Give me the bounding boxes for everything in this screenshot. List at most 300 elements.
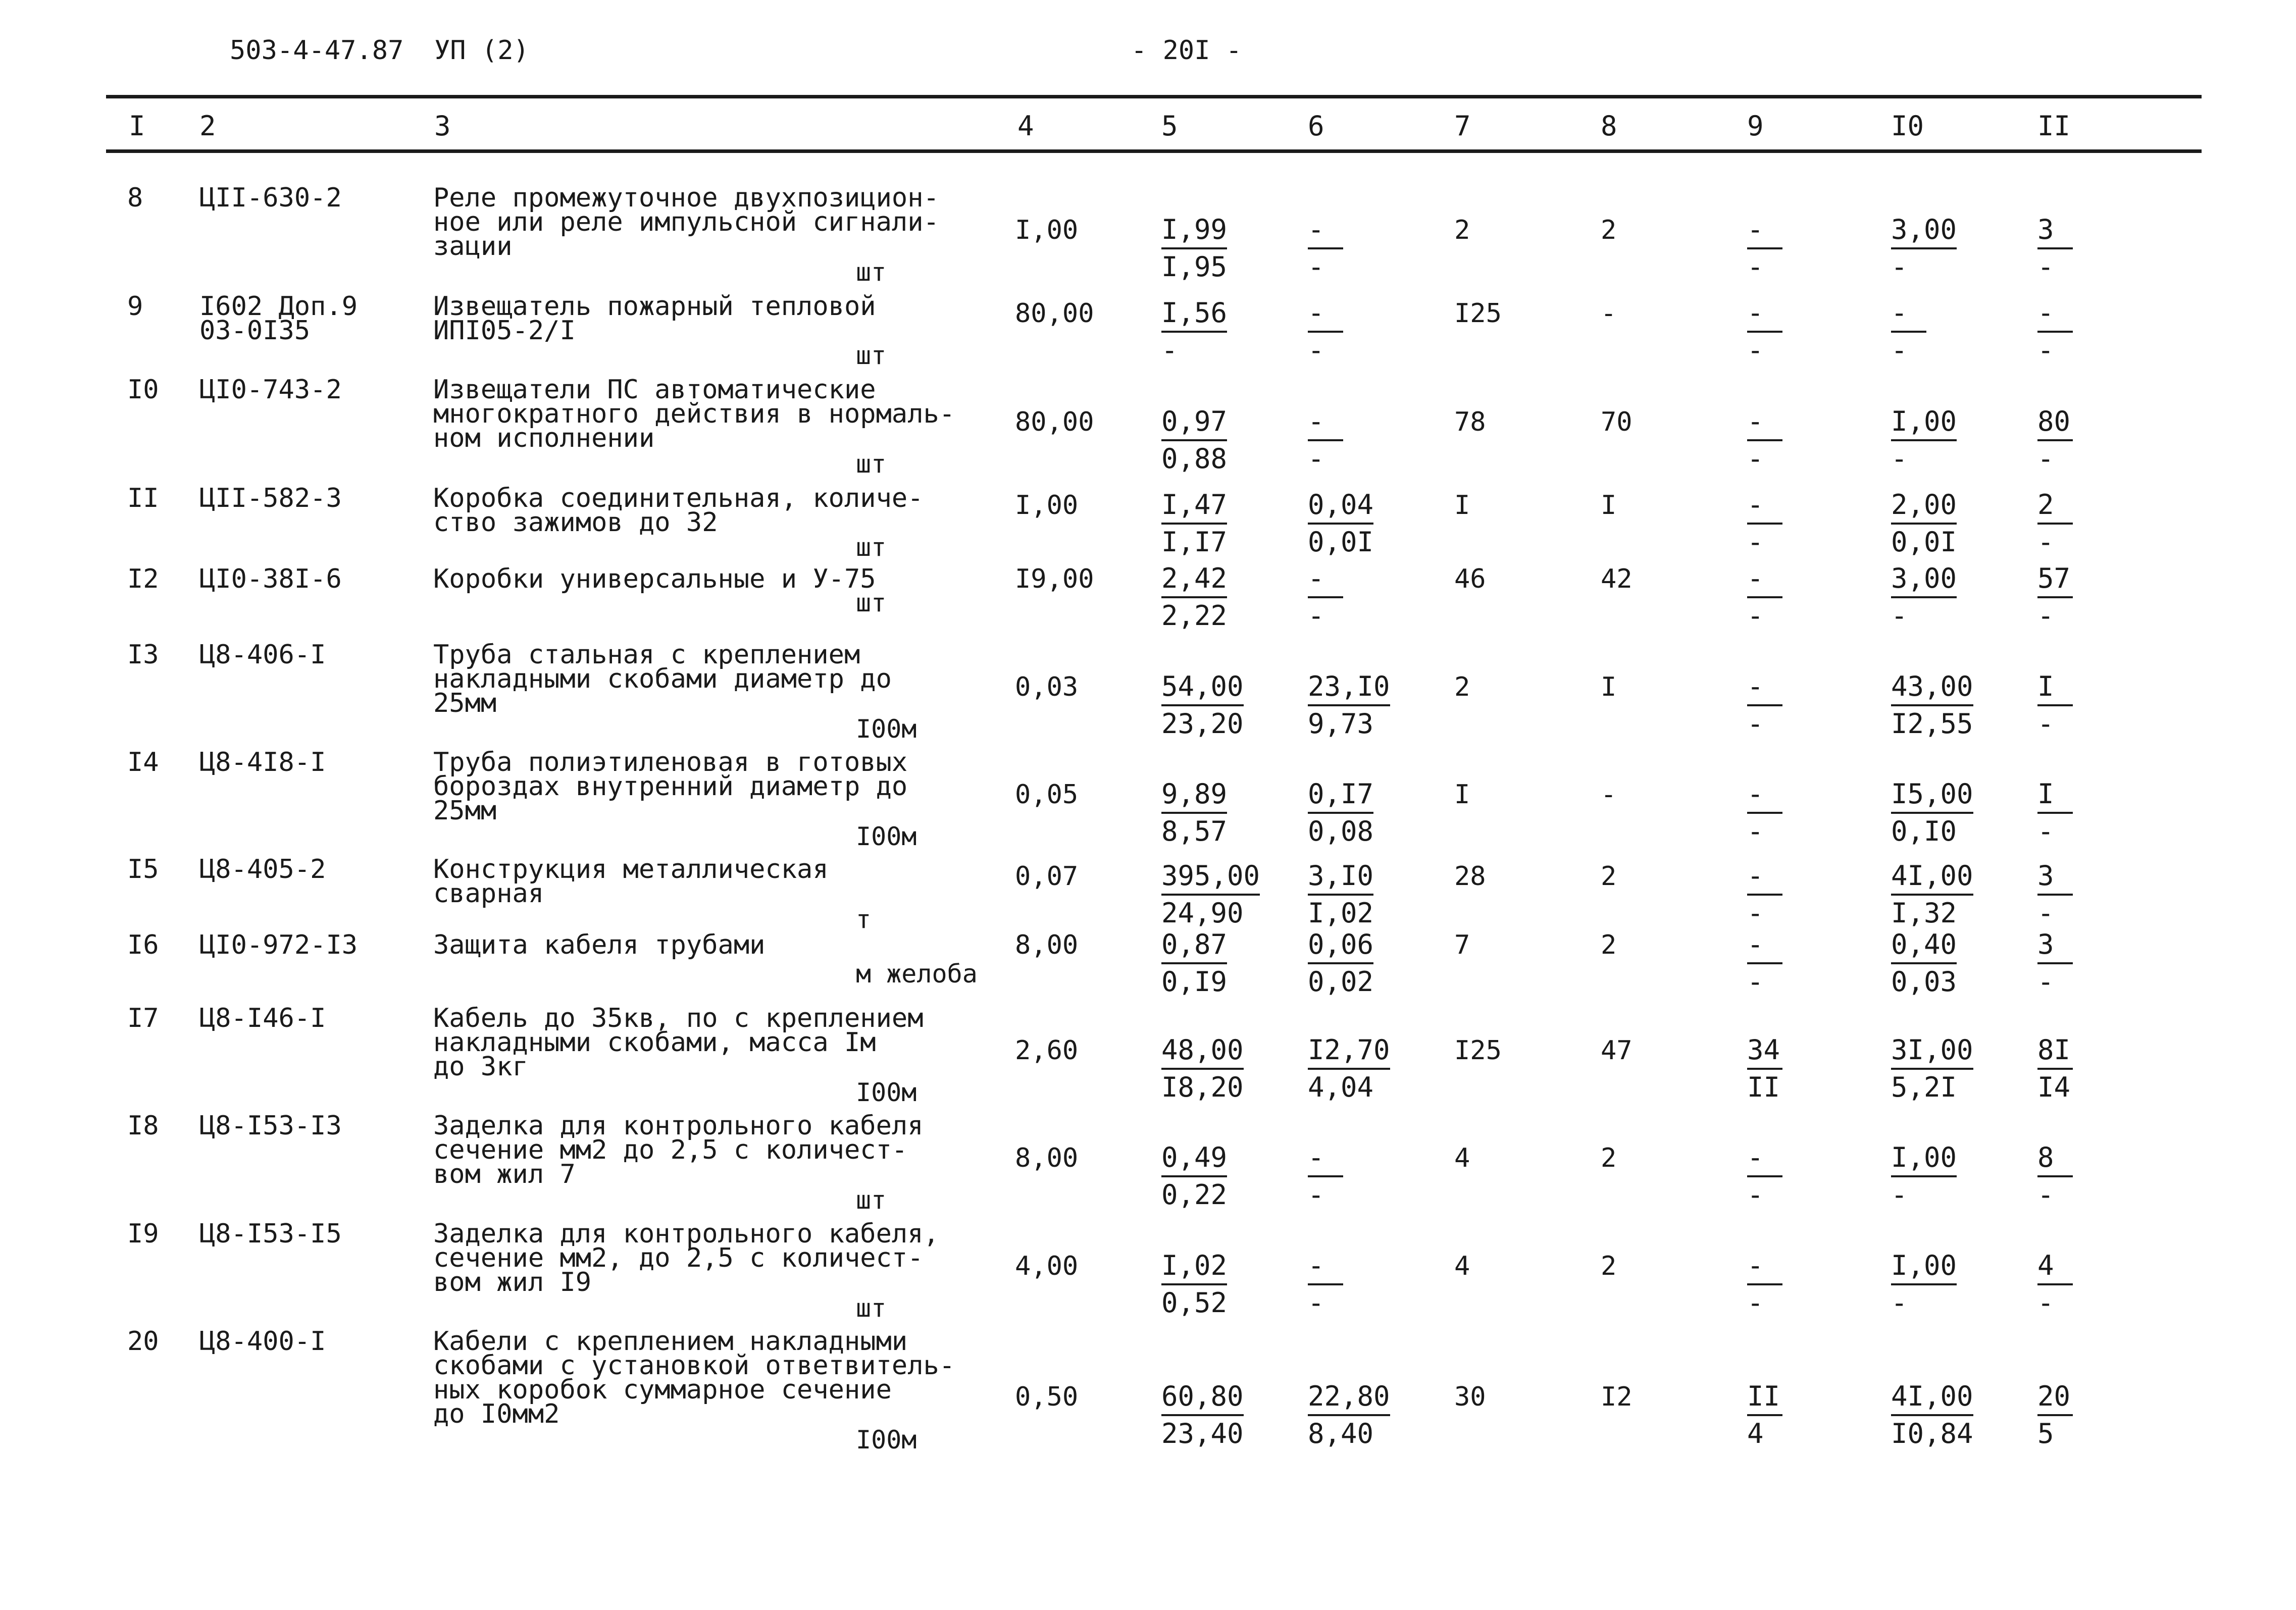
unit-cost-total: 60,80 xyxy=(1161,1379,1244,1416)
machine-cost-total: I2,70 xyxy=(1308,1032,1390,1070)
row-number: 20 xyxy=(127,1326,159,1357)
column-9-bottom: 4 xyxy=(1747,1418,1764,1449)
column-8-value: 42 xyxy=(1601,564,1632,594)
column-7-value: 2 xyxy=(1454,215,1470,245)
price-code: Ц8-I53-I3 xyxy=(199,1111,342,1141)
column-9-value xyxy=(1747,858,1782,931)
work-description: Заделка для контрольного кабеля, сечение мм2, до 2,5 с количест- вом жил I9 xyxy=(433,1219,939,1297)
measure-unit: шт xyxy=(856,341,887,370)
unit-cost xyxy=(1161,1140,1227,1213)
column-8-value: - xyxy=(1601,298,1617,329)
column-9-top: - xyxy=(1747,1140,1782,1177)
row-number: I3 xyxy=(127,640,159,670)
unit-cost-wages: - xyxy=(1161,334,1178,366)
column-header: 3 xyxy=(434,110,451,142)
machine-cost xyxy=(1308,487,1373,560)
total-labor-bottom: - xyxy=(2037,1179,2054,1211)
unit-cost-total: 0,87 xyxy=(1161,927,1227,964)
unit-cost-wages: 0,52 xyxy=(1161,1287,1228,1319)
column-9-value xyxy=(1747,295,1782,368)
price-code: Ц8-I46-I xyxy=(199,1003,326,1033)
unit-cost-total: 0,97 xyxy=(1161,404,1227,441)
row-number: I7 xyxy=(127,1003,159,1033)
price-code: ЦI0-38I-6 xyxy=(199,564,342,594)
column-9-bottom: - xyxy=(1747,334,1764,366)
column-9-top: - xyxy=(1747,776,1782,814)
total-cost-bottom: - xyxy=(1891,600,1908,632)
column-9-top: - xyxy=(1747,212,1782,249)
quantity: 80,00 xyxy=(1015,407,1094,437)
column-9-bottom: II xyxy=(1747,1071,1780,1103)
column-8-value: 2 xyxy=(1601,861,1617,892)
work-description: Заделка для контрольного кабеля сечение мм2 до 2,5 с количест- вом жил 7 xyxy=(433,1111,924,1189)
work-description: Защита кабеля трубами xyxy=(433,930,766,960)
column-9-bottom: - xyxy=(1747,1179,1764,1211)
column-7-value: I xyxy=(1454,780,1470,810)
unit-cost-wages: 0,22 xyxy=(1161,1179,1228,1211)
total-cost-top: 0,40 xyxy=(1891,927,1957,964)
column-9-top: - xyxy=(1747,404,1782,441)
machine-cost xyxy=(1308,404,1343,477)
column-9-value xyxy=(1747,1032,1782,1105)
machine-cost xyxy=(1308,295,1343,368)
column-9-bottom: - xyxy=(1747,526,1764,558)
total-cost-bottom: 0,0I xyxy=(1891,526,1957,558)
column-9-top: - xyxy=(1747,295,1782,333)
total-labor-bottom: - xyxy=(2037,897,2054,929)
quantity: 0,03 xyxy=(1015,672,1079,702)
unit-cost xyxy=(1161,1032,1244,1105)
row-number: II xyxy=(127,483,159,513)
column-8-value: I xyxy=(1601,672,1617,702)
column-9-bottom: - xyxy=(1747,251,1764,283)
unit-cost xyxy=(1161,858,1260,931)
machine-cost xyxy=(1308,927,1373,1000)
quantity: 2,60 xyxy=(1015,1035,1079,1066)
column-9-top: - xyxy=(1747,669,1782,706)
row-number: I4 xyxy=(127,747,159,777)
total-labor xyxy=(2037,295,2073,368)
column-9-top: - xyxy=(1747,927,1782,964)
total-cost-top: I,00 xyxy=(1891,1140,1957,1177)
column-header: 2 xyxy=(199,110,216,142)
machine-cost-wages: - xyxy=(1308,1287,1324,1319)
price-code: Ц8-400-I xyxy=(199,1326,326,1357)
column-9-value xyxy=(1747,927,1782,1000)
unit-cost-total: I,99 xyxy=(1161,212,1227,249)
price-code: Ц8-I53-I5 xyxy=(199,1219,342,1249)
total-labor-bottom: - xyxy=(2037,815,2054,847)
machine-cost-total: - xyxy=(1308,1248,1343,1285)
total-cost-bottom: I2,55 xyxy=(1891,708,1973,740)
measure-unit: шт xyxy=(856,588,887,617)
price-code: ЦII-582-3 xyxy=(199,483,342,513)
total-cost xyxy=(1891,1140,1957,1213)
unit-cost-wages: I8,20 xyxy=(1161,1071,1244,1103)
unit-cost xyxy=(1161,561,1227,634)
column-7-value: 46 xyxy=(1454,564,1486,594)
machine-cost-wages: 0,02 xyxy=(1308,966,1374,998)
total-labor xyxy=(2037,1032,2073,1105)
unit-cost-total: 2,42 xyxy=(1161,561,1227,598)
work-description: Коробки универсальные и У-75 xyxy=(433,564,876,594)
total-cost-top: I5,00 xyxy=(1891,776,1973,814)
column-9-bottom: - xyxy=(1747,1287,1764,1319)
column-header: II xyxy=(2037,110,2071,142)
unit-cost-total: I,02 xyxy=(1161,1248,1227,1285)
table-row xyxy=(0,1218,2296,1329)
column-8-value: I2 xyxy=(1601,1382,1632,1412)
column-9-bottom: - xyxy=(1747,443,1764,475)
total-cost xyxy=(1891,1248,1957,1321)
column-9-top: - xyxy=(1747,858,1782,896)
unit-cost xyxy=(1161,776,1227,849)
column-7-value: 30 xyxy=(1454,1382,1486,1412)
total-cost xyxy=(1891,927,1957,1000)
quantity: I9,00 xyxy=(1015,564,1094,594)
total-labor-top: 2 xyxy=(2037,487,2073,525)
total-cost-bottom: 0,03 xyxy=(1891,966,1957,998)
unit-cost-total: I,56 xyxy=(1161,295,1227,333)
column-header: 6 xyxy=(1308,110,1324,142)
total-cost-bottom: 5,2I xyxy=(1891,1071,1957,1103)
total-cost xyxy=(1891,487,1957,560)
document-code: 503-4-47.87 xyxy=(230,35,404,66)
total-labor xyxy=(2037,776,2073,849)
quantity: 0,50 xyxy=(1015,1382,1079,1412)
total-labor-bottom: - xyxy=(2037,334,2054,366)
total-cost xyxy=(1891,212,1957,285)
total-cost-bottom: - xyxy=(1891,1179,1908,1211)
unit-cost xyxy=(1161,1248,1227,1321)
machine-cost-total: 0,04 xyxy=(1308,487,1373,525)
column-9-bottom: - xyxy=(1747,815,1764,847)
column-9-bottom: - xyxy=(1747,897,1764,929)
machine-cost-total: 23,I0 xyxy=(1308,669,1390,706)
table-top-rule xyxy=(106,95,2202,98)
machine-cost-total: - xyxy=(1308,404,1343,441)
machine-cost-total: 3,I0 xyxy=(1308,858,1373,896)
work-description: Кабель до 35кв, по с креплением накладными скобами, масса Iм до 3кг xyxy=(433,1003,924,1082)
row-number: 9 xyxy=(127,291,143,322)
total-labor xyxy=(2037,212,2073,285)
machine-cost-wages: 0,08 xyxy=(1308,815,1374,847)
price-code: ЦII-630-2 xyxy=(199,183,342,213)
machine-cost xyxy=(1308,212,1343,285)
total-cost-bottom: - xyxy=(1891,334,1908,366)
total-labor-top: I xyxy=(2037,669,2073,706)
column-9-value xyxy=(1747,776,1782,849)
machine-cost xyxy=(1308,669,1390,742)
total-labor-bottom: 5 xyxy=(2037,1418,2054,1449)
total-cost-bottom: I,32 xyxy=(1891,897,1957,929)
unit-cost-total: 9,89 xyxy=(1161,776,1227,814)
column-7-value: 7 xyxy=(1454,930,1470,960)
column-9-value xyxy=(1747,561,1782,634)
total-cost-top: I,00 xyxy=(1891,1248,1957,1285)
table-row xyxy=(0,374,2296,485)
unit-cost-wages: 0,I9 xyxy=(1161,966,1228,998)
machine-cost-total: - xyxy=(1308,1140,1343,1177)
column-9-bottom: - xyxy=(1747,708,1764,740)
total-labor-top: I xyxy=(2037,776,2073,814)
column-9-top: - xyxy=(1747,1248,1782,1285)
column-8-value: 2 xyxy=(1601,215,1617,245)
total-cost-bottom: - xyxy=(1891,251,1908,283)
total-cost xyxy=(1891,858,1973,931)
measure-unit: шт xyxy=(856,1293,887,1323)
total-cost-top: 3,00 xyxy=(1891,212,1957,249)
total-labor-top: 57 xyxy=(2037,561,2073,598)
total-cost-bottom: - xyxy=(1891,1287,1908,1319)
total-labor-bottom: - xyxy=(2037,600,2054,632)
unit-cost-total: I,47 xyxy=(1161,487,1227,525)
total-cost xyxy=(1891,561,1957,634)
row-number: I5 xyxy=(127,854,159,885)
table-row xyxy=(0,746,2296,857)
measure-unit: шт xyxy=(856,533,887,562)
column-9-value xyxy=(1747,212,1782,285)
total-cost xyxy=(1891,776,1973,849)
unit-cost xyxy=(1161,669,1244,742)
machine-cost-total: 22,80 xyxy=(1308,1379,1390,1416)
machine-cost-total: - xyxy=(1308,561,1343,598)
machine-cost-total: 0,I7 xyxy=(1308,776,1373,814)
document-sheet: УП (2) xyxy=(434,35,529,66)
column-8-value: 47 xyxy=(1601,1035,1632,1066)
total-cost xyxy=(1891,404,1957,477)
work-description: Коробка соединительная, количе- ство зажимов до 32 xyxy=(433,483,924,538)
table-row xyxy=(0,182,2296,293)
column-header: 4 xyxy=(1017,110,1034,142)
total-labor-bottom: - xyxy=(2037,1287,2054,1319)
work-description: Реле промежуточное двухпозицион- ное или реле импульсной сигнали- зации xyxy=(433,183,939,262)
column-9-bottom: - xyxy=(1747,966,1764,998)
unit-cost-wages: 23,40 xyxy=(1161,1418,1244,1449)
table-row xyxy=(0,1325,2296,1457)
column-7-value: 4 xyxy=(1454,1251,1470,1281)
quantity: I,00 xyxy=(1015,490,1079,521)
machine-cost xyxy=(1308,561,1343,634)
unit-cost-wages: 23,20 xyxy=(1161,708,1244,740)
machine-cost-total: 0,06 xyxy=(1308,927,1373,964)
total-labor-top: 80 xyxy=(2037,404,2073,441)
machine-cost xyxy=(1308,1248,1343,1321)
row-number: I8 xyxy=(127,1111,159,1141)
column-9-top: - xyxy=(1747,561,1782,598)
unit-cost-total: 395,00 xyxy=(1161,858,1260,896)
machine-cost-wages: 8,40 xyxy=(1308,1418,1374,1449)
total-labor-top: 4 xyxy=(2037,1248,2073,1285)
column-7-value: I25 xyxy=(1454,298,1502,329)
column-header: I0 xyxy=(1891,110,1924,142)
total-labor xyxy=(2037,561,2073,634)
machine-cost-wages: 0,0I xyxy=(1308,526,1374,558)
row-number: 8 xyxy=(127,183,143,213)
table-header-rule xyxy=(106,149,2202,153)
unit-cost xyxy=(1161,1379,1244,1451)
measure-unit: I00м xyxy=(856,714,917,744)
price-code: Ц8-4I8-I xyxy=(199,747,326,777)
total-labor-top: 3 xyxy=(2037,927,2073,964)
column-header: 5 xyxy=(1161,110,1178,142)
unit-cost xyxy=(1161,295,1227,368)
column-9-value xyxy=(1747,1140,1782,1213)
total-labor-top: - xyxy=(2037,295,2073,333)
unit-cost xyxy=(1161,487,1227,560)
total-labor-bottom: - xyxy=(2037,443,2054,475)
total-cost-top: I,00 xyxy=(1891,404,1957,441)
unit-cost xyxy=(1161,404,1227,477)
measure-unit: I00м xyxy=(856,1425,917,1455)
machine-cost xyxy=(1308,776,1373,849)
measure-unit: м желоба xyxy=(856,959,978,989)
quantity: 8,00 xyxy=(1015,930,1079,960)
unit-cost xyxy=(1161,212,1227,285)
row-number: I2 xyxy=(127,564,159,594)
price-code: I602 Доп.9 03-0I35 xyxy=(199,291,358,346)
column-7-value: 4 xyxy=(1454,1143,1470,1173)
total-cost xyxy=(1891,1032,1973,1105)
column-9-value xyxy=(1747,1379,1782,1451)
unit-cost-wages: I,95 xyxy=(1161,251,1228,283)
total-cost xyxy=(1891,1379,1973,1451)
quantity: 4,00 xyxy=(1015,1251,1079,1281)
total-cost-bottom: 0,I0 xyxy=(1891,815,1957,847)
page-number: - 20I - xyxy=(1131,35,1242,66)
total-labor-top: 8 xyxy=(2037,1140,2073,1177)
total-cost-top: 3,00 xyxy=(1891,561,1957,598)
machine-cost-total: - xyxy=(1308,295,1343,333)
price-code: Ц8-405-2 xyxy=(199,854,326,885)
total-labor-top: 20 xyxy=(2037,1379,2073,1416)
column-8-value: 2 xyxy=(1601,1143,1617,1173)
column-header: 7 xyxy=(1454,110,1471,142)
unit-cost-wages: 2,22 xyxy=(1161,600,1228,632)
column-7-value: I25 xyxy=(1454,1035,1502,1066)
total-labor xyxy=(2037,669,2073,742)
total-labor-bottom: - xyxy=(2037,251,2054,283)
total-cost xyxy=(1891,295,1926,368)
unit-cost-wages: I,I7 xyxy=(1161,526,1228,558)
column-7-value: 28 xyxy=(1454,861,1486,892)
work-description: Труба полиэтиленовая в готовых бороздах внутренний диаметр до 25мм xyxy=(433,747,908,826)
total-labor xyxy=(2037,858,2073,931)
row-number: I9 xyxy=(127,1219,159,1249)
column-9-value xyxy=(1747,1248,1782,1321)
total-cost-top: - xyxy=(1891,295,1926,333)
column-8-value: I xyxy=(1601,490,1617,521)
quantity: 0,05 xyxy=(1015,780,1079,810)
machine-cost xyxy=(1308,1140,1343,1213)
column-7-value: 2 xyxy=(1454,672,1470,702)
total-labor-bottom: - xyxy=(2037,966,2054,998)
unit-cost-wages: 0,88 xyxy=(1161,443,1228,475)
total-cost-top: 4I,00 xyxy=(1891,858,1973,896)
total-labor-top: 8I xyxy=(2037,1032,2073,1070)
machine-cost xyxy=(1308,858,1373,931)
total-cost-bottom: I0,84 xyxy=(1891,1418,1973,1449)
machine-cost-wages: - xyxy=(1308,600,1324,632)
total-cost-bottom: - xyxy=(1891,443,1908,475)
machine-cost-wages: - xyxy=(1308,443,1324,475)
unit-cost-total: 48,00 xyxy=(1161,1032,1244,1070)
unit-cost xyxy=(1161,927,1227,1000)
total-labor-bottom: - xyxy=(2037,708,2054,740)
column-header: 8 xyxy=(1601,110,1617,142)
machine-cost-wages: - xyxy=(1308,251,1324,283)
total-labor xyxy=(2037,1140,2073,1213)
column-9-top: - xyxy=(1747,487,1782,525)
column-8-value: - xyxy=(1601,780,1617,810)
column-9-bottom: - xyxy=(1747,600,1764,632)
work-description: Труба стальная с креплением накладными скобами диаметр до 25мм xyxy=(433,640,892,718)
machine-cost xyxy=(1308,1379,1390,1451)
unit-cost-wages: 24,90 xyxy=(1161,897,1244,929)
total-labor xyxy=(2037,1379,2073,1451)
column-9-value xyxy=(1747,487,1782,560)
column-7-value: I xyxy=(1454,490,1470,521)
table-row xyxy=(0,1110,2296,1221)
column-8-value: 70 xyxy=(1601,407,1632,437)
machine-cost xyxy=(1308,1032,1390,1105)
machine-cost-wages: - xyxy=(1308,334,1324,366)
total-cost-top: 3I,00 xyxy=(1891,1032,1973,1070)
work-description: Кабели с креплением накладными скобами с установкой ответвитель- ных коробок суммарное сечение до I0мм2 xyxy=(433,1326,955,1429)
row-number: I0 xyxy=(127,375,159,405)
machine-cost-wages: I,02 xyxy=(1308,897,1374,929)
quantity: 80,00 xyxy=(1015,298,1094,329)
total-labor-bottom: - xyxy=(2037,526,2054,558)
quantity: 8,00 xyxy=(1015,1143,1079,1173)
unit-cost-total: 0,49 xyxy=(1161,1140,1227,1177)
quantity: I,00 xyxy=(1015,215,1079,245)
machine-cost-wages: 9,73 xyxy=(1308,708,1374,740)
column-9-top: 34 xyxy=(1747,1032,1782,1070)
work-description: Извещатель пожарный тепловой ИПI05-2/I xyxy=(433,291,876,346)
price-code: ЦI0-972-I3 xyxy=(199,930,358,960)
total-labor xyxy=(2037,404,2073,477)
measure-unit: т xyxy=(856,905,872,934)
total-labor-top: 3 xyxy=(2037,858,2073,896)
measure-unit: шт xyxy=(856,449,887,479)
work-description: Извещатели ПС автоматические многократного действия в нормаль- ном исполнении xyxy=(433,375,955,453)
total-labor-bottom: I4 xyxy=(2037,1071,2071,1103)
column-header: I xyxy=(129,110,145,142)
total-labor xyxy=(2037,1248,2073,1321)
total-labor xyxy=(2037,487,2073,560)
machine-cost-wages: 4,04 xyxy=(1308,1071,1374,1103)
price-code: ЦI0-743-2 xyxy=(199,375,342,405)
column-8-value: 2 xyxy=(1601,1251,1617,1281)
price-code: Ц8-406-I xyxy=(199,640,326,670)
table-row xyxy=(0,1002,2296,1113)
table-row xyxy=(0,639,2296,750)
measure-unit: I00м xyxy=(856,1078,917,1107)
column-header: 9 xyxy=(1747,110,1764,142)
column-9-value xyxy=(1747,404,1782,477)
work-description: Конструкция металлическая сварная xyxy=(433,854,829,909)
row-number: I6 xyxy=(127,930,159,960)
total-cost-top: 2,00 xyxy=(1891,487,1957,525)
total-labor-top: 3 xyxy=(2037,212,2073,249)
measure-unit: I00м xyxy=(856,822,917,851)
machine-cost-total: - xyxy=(1308,212,1343,249)
column-9-top: II xyxy=(1747,1379,1782,1416)
column-9-value xyxy=(1747,669,1782,742)
measure-unit: шт xyxy=(856,1185,887,1215)
measure-unit: шт xyxy=(856,257,887,287)
